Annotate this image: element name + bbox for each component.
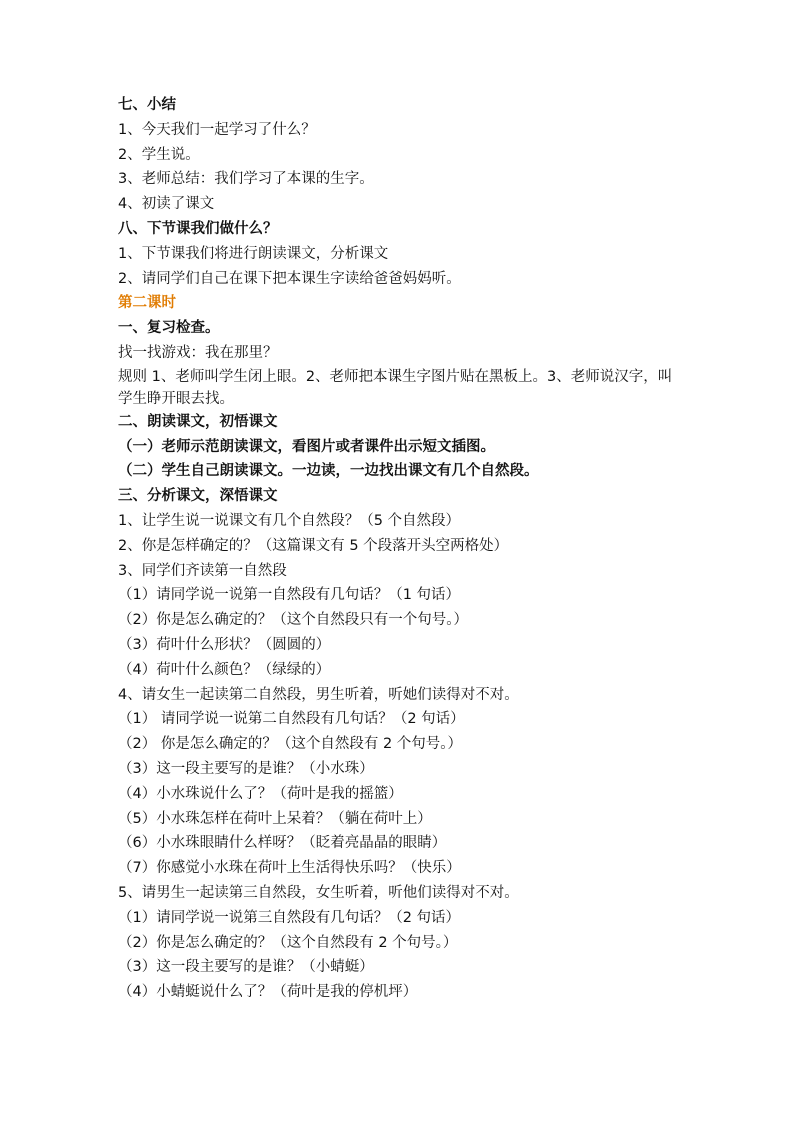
text-line: （6）小水珠眼睛什么样呀？（眨着亮晶晶的眼睛） <box>118 835 447 852</box>
text-line: （3）这一段主要写的是谁？（小蜻蜓） <box>118 959 374 976</box>
text-line: （2）你是怎么确定的？（这个自然段有 2 个句号。） <box>118 934 458 951</box>
text-line: （3）这一段主要写的是谁？（小水珠） <box>118 760 374 777</box>
text-line: （1）请同学说一说第三自然段有几句话？（2 句话） <box>118 909 461 926</box>
text-line: 1、今天我们一起学习了什么？ <box>118 121 316 138</box>
text-line: 4、初读了课文 <box>118 196 215 213</box>
text-line: 3、同学们齐读第一自然段 <box>118 562 287 579</box>
section-title-second-lesson: 第二课时 <box>118 295 176 312</box>
subheading: （二）学生自己朗读课文。一边读，一边找出课文有几个自然段。 <box>118 463 539 480</box>
text-line: （2） 你是怎么确定的？（这个自然段有 2 个句号。） <box>118 736 463 753</box>
text-line: 2、请同学们自己在课下把本课生字读给爸爸妈妈听。 <box>118 270 461 287</box>
heading-next-class: 八、下节课我们做什么？ <box>118 220 278 237</box>
text-line: 1、让学生说一说课文有几个自然段？（5 个自然段） <box>118 512 461 529</box>
text-line: 5、请男生一起读第三自然段，女生听着，听他们读得对不对。 <box>118 884 519 901</box>
text-line: 2、学生说。 <box>118 146 200 163</box>
heading-summary: 七、小结 <box>118 97 176 113</box>
text-paragraph-rules: 规则 1、老师叫学生闭上眼。2、老师把本课生字图片贴在黑板上。3、老师说汉字，叫学生睁开眼去找。 <box>118 368 673 407</box>
text-line: （1） 请同学说一说第二自然段有几句话？（2 句话） <box>118 711 465 728</box>
text-line: （7）你感觉小水珠在荷叶上生活得快乐吗？（快乐） <box>118 860 461 877</box>
heading-analysis: 三、分析课文，深悟课文 <box>118 488 278 505</box>
text-line: （5）小水珠怎样在荷叶上呆着？（躺在荷叶上） <box>118 810 432 827</box>
subheading: （一）老师示范朗读课文，看图片或者课件出示短文插图。 <box>118 438 495 455</box>
text-line: （2）你是怎么确定的？（这个自然段只有一个句号。） <box>118 612 468 629</box>
text-line: 2、你是怎样确定的？（这篇课文有 5 个段落开头空两格处） <box>118 537 509 554</box>
text-line: （4）荷叶什么颜色？（绿绿的） <box>118 661 331 678</box>
text-line: 3、老师总结：我们学习了本课的生字。 <box>118 171 374 188</box>
heading-review: 一、复习检查。 <box>118 320 220 337</box>
text-line: 1、下节课我们将进行朗读课文，分析课文 <box>118 245 389 262</box>
text-line: 找一找游戏：我在那里？ <box>118 344 278 361</box>
text-line: （3）荷叶什么形状？（圆圆的） <box>118 636 331 653</box>
text-line: 4、请女生一起读第二自然段，男生听着，听她们读得对不对。 <box>118 686 519 703</box>
text-line: （4）小蜻蜓说什么了？（荷叶是我的停机坪） <box>118 984 418 1001</box>
text-line: （4）小水珠说什么了？（荷叶是我的摇篮） <box>118 785 403 802</box>
text-line: （1）请同学说一说第一自然段有几句话？（1 句话） <box>118 587 461 604</box>
heading-reading: 二、朗读课文，初悟课文 <box>118 413 278 430</box>
document-page <box>118 93 678 1005</box>
